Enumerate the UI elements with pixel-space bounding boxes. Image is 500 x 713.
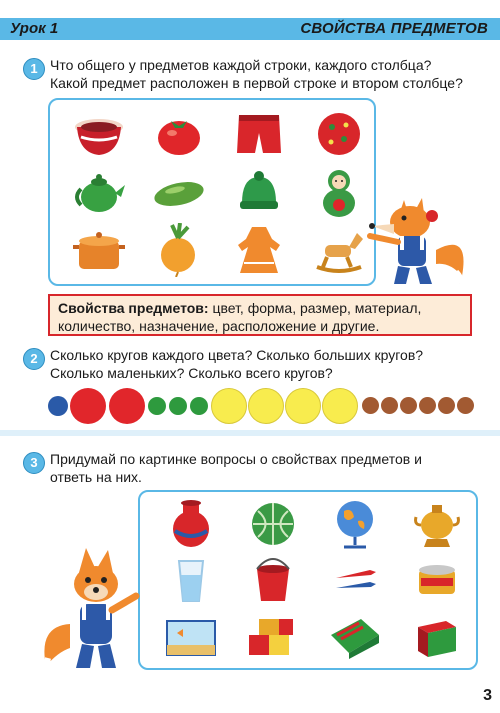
task-3-line-2: ответь на них. (50, 469, 142, 485)
green-ball-icon (238, 494, 308, 554)
blocks-icon (238, 606, 308, 666)
cucumber-icon (144, 162, 214, 222)
teapot-icon (64, 162, 134, 222)
properties-text (58, 299, 468, 335)
task-3-picture-panel (138, 490, 478, 670)
box-icon (402, 606, 472, 666)
circle-large-yellow (248, 388, 284, 424)
task-2-line-2: Сколько маленьких? Сколько всего кругов? (50, 365, 333, 381)
task-3-line-1: Придумай по картинке вопросы о свойствах предметов и (50, 451, 422, 467)
pencil-box-icon (320, 606, 390, 666)
circle-large-red (109, 388, 145, 424)
task-1-line-1: Что общего у предметов каждой строки, каждого столбца? (50, 57, 432, 73)
dress-icon (224, 220, 294, 280)
circle-small-brown (438, 397, 455, 414)
circle-small-brown (400, 397, 417, 414)
task-1-line-2: Какой предмет расположен в первой строке и втором столбце? (50, 75, 463, 91)
pot-icon (64, 104, 134, 164)
circle-small-brown (419, 397, 436, 414)
pencils-icon (320, 550, 390, 610)
properties-label: Свойства предметов: (58, 300, 209, 316)
circle-large-yellow (211, 388, 247, 424)
aquarium-icon (156, 606, 226, 666)
section-divider (0, 430, 500, 436)
glass-icon (156, 550, 226, 610)
shorts-icon (224, 104, 294, 164)
circle-large-red (70, 388, 106, 424)
properties-text-line-1: цвет, форма, размер, материал, (208, 300, 422, 316)
properties-definition-box (48, 294, 472, 336)
task-1-picture-panel (48, 98, 376, 286)
bucket-icon (238, 550, 308, 610)
page-header (0, 0, 500, 42)
pan-icon (64, 220, 134, 280)
circle-small-brown (381, 397, 398, 414)
circle-small-green (169, 397, 187, 415)
fox-character-illustration (364, 180, 474, 290)
properties-text-line-2: количество, назначение, расположение и другие. (58, 318, 380, 334)
task-2-number: 2 (23, 348, 45, 370)
circle-large-yellow (285, 388, 321, 424)
circle-small-green (190, 397, 208, 415)
circle-small-brown (457, 397, 474, 414)
vase-icon (156, 494, 226, 554)
task-3-number: 3 (23, 452, 45, 474)
tomato-icon (144, 104, 214, 164)
lesson-label: Урок 1 (10, 20, 59, 37)
ball-icon (304, 104, 374, 164)
fox-character-illustration (36, 548, 146, 678)
tin-can-icon (402, 550, 472, 610)
circle-small-blue (48, 396, 68, 416)
samovar-icon (402, 494, 472, 554)
page-number: 3 (483, 687, 492, 704)
task-2-line-1: Сколько кругов каждого цвета? Сколько больших кругов? (50, 347, 424, 363)
topic-title: СВОЙСТВА ПРЕДМЕТОВ (300, 20, 488, 37)
circle-large-yellow (322, 388, 358, 424)
task-1-number: 1 (23, 58, 45, 80)
circle-small-brown (362, 397, 379, 414)
globe-icon (320, 494, 390, 554)
circle-small-green (148, 397, 166, 415)
hat-icon (224, 162, 294, 222)
turnip-icon (144, 220, 214, 280)
